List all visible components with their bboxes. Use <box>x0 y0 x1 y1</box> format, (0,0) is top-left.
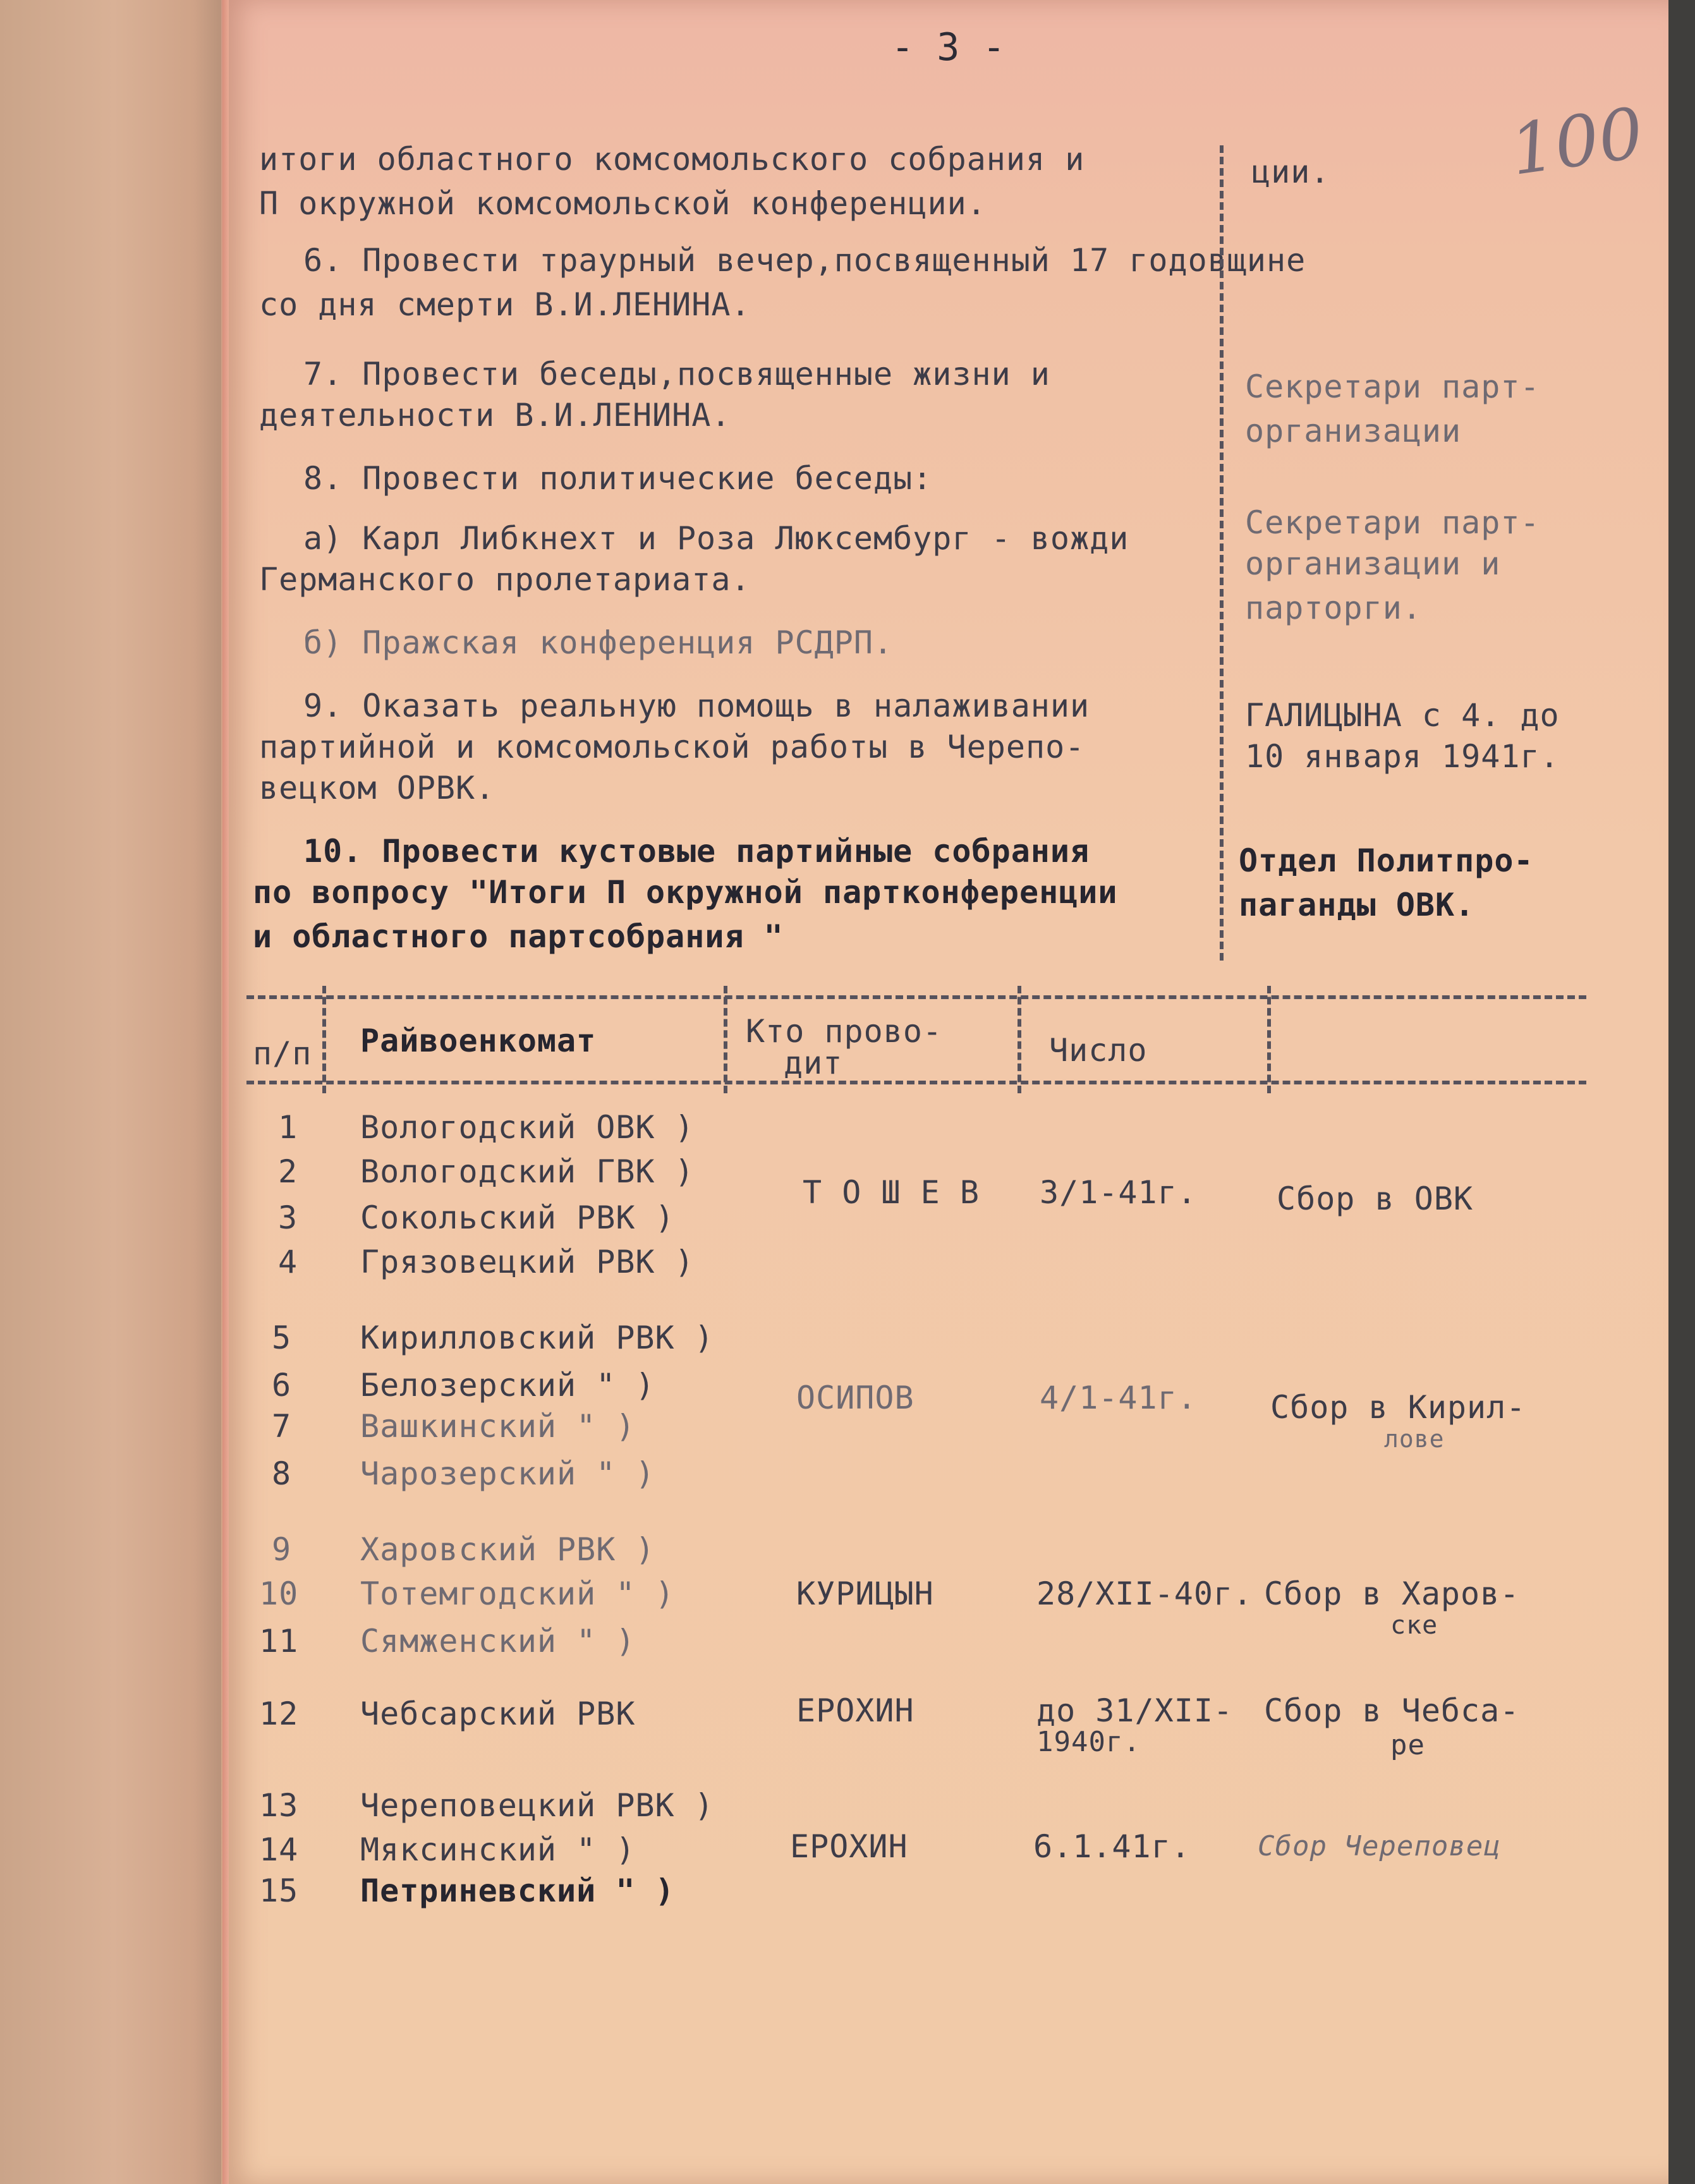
commissariat-name: Вологодский ОВК ) <box>360 1109 695 1146</box>
side-note-line: Секретари парт- <box>1245 368 1540 405</box>
commissariat-name: Череповецкий РВК ) <box>360 1787 714 1824</box>
commissariat-name: Грязовецкий РВК ) <box>360 1244 695 1280</box>
group-place: Сбор Череповец <box>1258 1830 1501 1862</box>
group-date: 4/1-41г. <box>1040 1380 1197 1416</box>
side-note-line: организации и <box>1245 545 1501 582</box>
left-page-edge <box>0 0 228 2184</box>
commissariat-name: Белозерский " ) <box>360 1367 655 1404</box>
side-note-line: Секретари парт- <box>1245 504 1540 541</box>
group-who: ЕРОХИН <box>796 1692 914 1729</box>
body-line: 8. Провести политические беседы: <box>303 460 933 497</box>
row-number: 11 <box>259 1623 299 1659</box>
group-place: Сбор в Кирил- <box>1270 1389 1526 1426</box>
body-line: вецком ОРВК. <box>259 770 495 806</box>
group-place: Сбор в Чебса- <box>1264 1692 1520 1729</box>
row-number: 13 <box>259 1787 299 1824</box>
body-line: 6. Провести траурный вечер,посвященный 17 годовщине <box>303 242 1306 279</box>
table-top-border <box>246 995 1586 999</box>
side-note-line: парторги. <box>1245 590 1422 626</box>
table-header-commissariat: Райвоенкомат <box>360 1022 597 1059</box>
table-column-divider <box>1267 986 1271 1093</box>
group-who: ОСИПОВ <box>796 1380 914 1416</box>
row-number: 8 <box>272 1455 292 1492</box>
row-number: 3 <box>278 1199 298 1236</box>
commissariat-name: Сокольский РВК ) <box>360 1199 675 1236</box>
row-number: 4 <box>278 1244 298 1280</box>
group-place: Сбор в ОВК <box>1277 1180 1474 1217</box>
group-place: Сбор в Харов- <box>1264 1575 1520 1612</box>
side-note-line: Отдел Политпро- <box>1239 842 1534 879</box>
body-line: деятельности В.И.ЛЕНИНА. <box>259 397 731 434</box>
body-line: итоги областного комсомольского собрания и <box>259 141 1085 178</box>
commissariat-name: Сямженский " ) <box>360 1623 636 1659</box>
group-date: 6.1.41г. <box>1033 1828 1191 1865</box>
commissariat-name: Петриневский " ) <box>360 1872 675 1909</box>
group-who: ЕРОХИН <box>790 1828 908 1865</box>
body-line: Германского пролетариата. <box>259 561 751 598</box>
table-header-who: Кто прово- <box>746 1013 943 1050</box>
commissariat-name: Вашкинский " ) <box>360 1408 636 1445</box>
row-number: 1 <box>278 1109 298 1146</box>
row-number: 14 <box>259 1831 299 1868</box>
commissariat-name: Харовский РВК ) <box>360 1531 655 1568</box>
group-who: КУРИЦЫН <box>796 1575 934 1612</box>
row-number: 6 <box>272 1367 292 1404</box>
commissariat-name: Вологодский ГВК ) <box>360 1153 695 1190</box>
commissariat-name: Мяксинский " ) <box>360 1831 636 1868</box>
row-number: 15 <box>259 1872 299 1909</box>
row-number: 5 <box>272 1320 292 1356</box>
table-column-divider <box>322 986 326 1093</box>
document-page <box>221 0 1668 2184</box>
group-date: до 31/XII- <box>1036 1692 1234 1729</box>
group-place-cont: ре <box>1390 1729 1425 1761</box>
group-date-cont: 1940г. <box>1036 1726 1141 1758</box>
handwritten-page-number: 100 <box>1505 92 1648 191</box>
side-note-line: 10 января 1941г. <box>1245 738 1560 775</box>
body-line: 7. Провести беседы,посвященные жизни и <box>303 356 1050 392</box>
commissariat-name: Тотемгодский " ) <box>360 1575 675 1612</box>
group-date: 28/XII-40г. <box>1036 1575 1253 1612</box>
group-date: 3/1-41г. <box>1040 1174 1197 1211</box>
column-divider <box>1220 145 1224 961</box>
body-line: и областного партсобрания " <box>253 918 784 955</box>
table-header-date: Число <box>1049 1032 1148 1069</box>
body-line: по вопросу "Итоги П окружной партконференции <box>253 874 1118 911</box>
body-line: а) Карл Либкнехт и Роза Люксембург - вожди <box>303 520 1129 557</box>
table-header-num: п/п <box>253 1035 312 1072</box>
page-number: - 3 - <box>891 25 1005 70</box>
body-line: П окружной комсомольской конференции. <box>259 185 987 222</box>
body-line: со дня смерти В.И.ЛЕНИНА. <box>259 286 751 323</box>
side-note-line: паганды ОВК. <box>1239 887 1475 923</box>
group-place-cont: лове <box>1384 1425 1445 1453</box>
commissariat-name: Чарозерский " ) <box>360 1455 655 1492</box>
commissariat-name: Чебсарский РВК <box>360 1696 636 1732</box>
group-place-cont: ске <box>1390 1611 1438 1640</box>
body-line: 9. Оказать реальную помощь в налаживании <box>303 688 1090 724</box>
side-note-line: ГАЛИЦЫНА с 4. до <box>1245 697 1560 734</box>
commissariat-name: Кирилловский РВК ) <box>360 1320 714 1356</box>
table-header-bottom-border <box>246 1081 1586 1084</box>
row-number: 12 <box>259 1696 299 1732</box>
page-edge <box>222 0 229 2184</box>
table-column-divider <box>724 986 727 1093</box>
side-note-line: организации <box>1245 413 1462 449</box>
group-who: Т О Ш Е В <box>803 1174 980 1211</box>
body-line: б) Пражская конференция РСДРП. <box>303 624 894 661</box>
row-number: 7 <box>272 1408 292 1445</box>
side-note-line: ции. <box>1251 154 1330 190</box>
body-line: 10. Провести кустовые партийные собрания <box>303 833 1090 870</box>
table-column-divider <box>1018 986 1021 1093</box>
body-line: партийной и комсомольской работы в Черепо- <box>259 729 1085 765</box>
row-number: 2 <box>278 1153 298 1190</box>
table-header-who-cont: дит <box>784 1045 843 1081</box>
row-number: 10 <box>259 1575 299 1612</box>
row-number: 9 <box>272 1531 292 1568</box>
